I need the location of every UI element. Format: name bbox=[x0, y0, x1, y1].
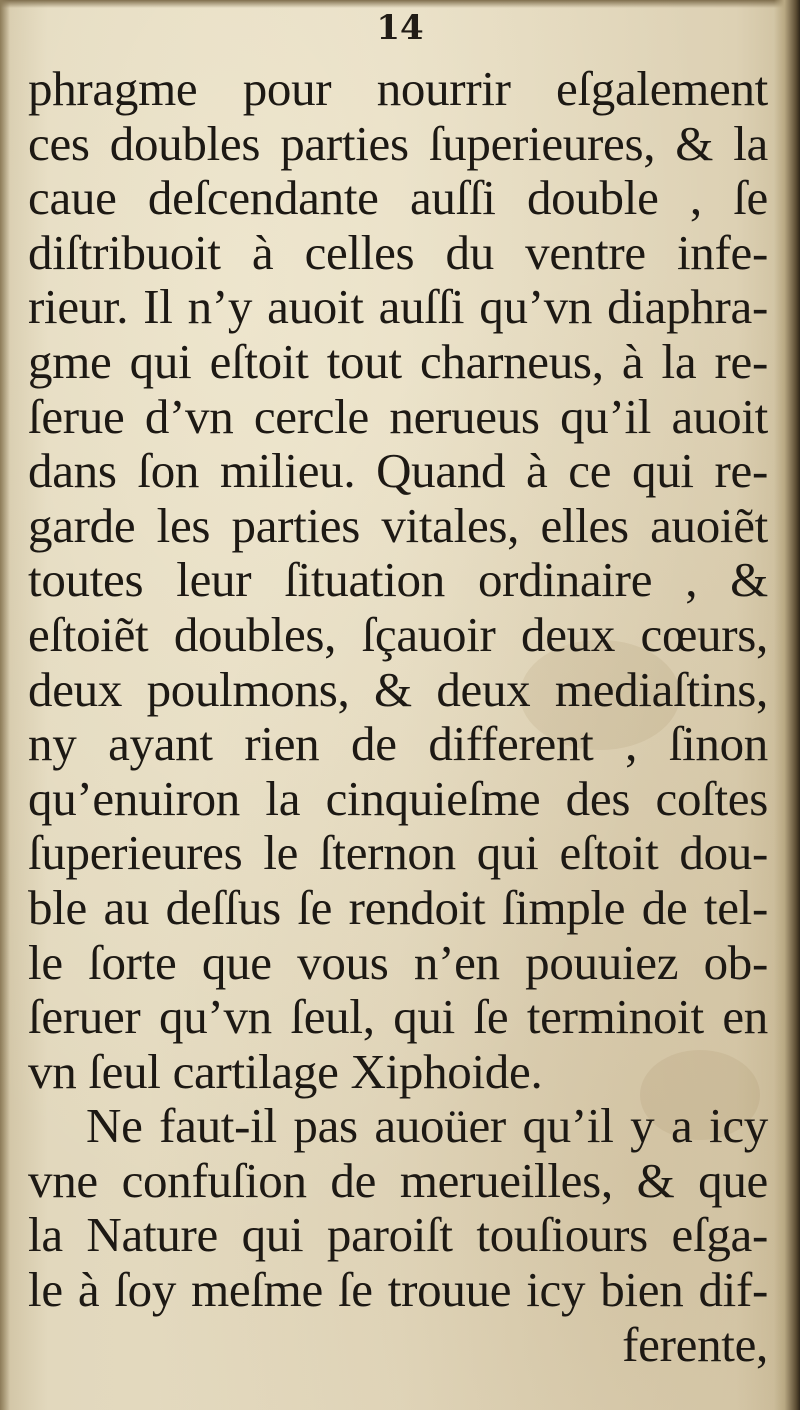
text-line: ces doubles parties ſuperieures, & la bbox=[28, 115, 768, 171]
text-line: ble au deſſus ſe rendoit ſimple de tel- bbox=[28, 879, 768, 935]
page-number: 14 bbox=[376, 8, 424, 48]
text-line: toutes leur ſituation ordinaire , & bbox=[28, 552, 768, 608]
text-line: rieur. Il n’y auoit auſſi qu’vn diaphra- bbox=[28, 279, 768, 335]
text-line: la Nature qui paroiſt touſiours eſga- bbox=[28, 1207, 768, 1263]
text-line: eſtoiẽt doubles, ſçauoir deux cœurs, bbox=[28, 606, 768, 662]
text-line: phragme pour nourrir eſgalement bbox=[28, 61, 768, 116]
text-line: ſeruer qu’vn ſeul, qui ſe terminoit en bbox=[28, 989, 768, 1045]
text-line: qu’enuiron la cinquieſme des coſtes bbox=[28, 770, 768, 826]
text-line: caue deſcendante auſſi double , ſe bbox=[28, 170, 768, 226]
text-line: gme qui eſtoit tout charneus, à la re- bbox=[28, 333, 768, 389]
text-line: ny ayant rien de different , ſinon bbox=[28, 716, 768, 772]
page-text bbox=[28, 62, 768, 1372]
text-line: ſuperieures le ſternon qui eſtoit dou- bbox=[28, 825, 768, 881]
text-line: diſtribuoit à celles du ventre infe- bbox=[28, 224, 768, 280]
catchword-line: ferente, bbox=[622, 1316, 768, 1372]
page-left-edge bbox=[0, 0, 10, 1410]
page-right-edge bbox=[774, 0, 800, 1410]
text-line: garde les parties vitales, elles auoiẽt bbox=[28, 497, 768, 553]
text-line: le à ſoy meſme ſe trouue icy bien dif- bbox=[28, 1262, 768, 1318]
text-line: ſerue d’vn cercle nerueus qu’il auoit bbox=[28, 388, 768, 444]
text-line: vne confuſion de merueilles, & que bbox=[28, 1152, 768, 1208]
text-line: le ſorte que vous n’en pouuiez ob- bbox=[28, 934, 768, 990]
text-line: deux poulmons, & deux mediaſtins, bbox=[28, 661, 768, 717]
text-line: dans ſon milieu. Quand à ce qui re- bbox=[28, 443, 768, 499]
paragraph-end-line: vn ſeul cartilage Xiphoide. bbox=[28, 1043, 543, 1099]
paragraph-start-line: Ne faut-il pas auoüer qu’il y a icy bbox=[86, 1098, 768, 1154]
